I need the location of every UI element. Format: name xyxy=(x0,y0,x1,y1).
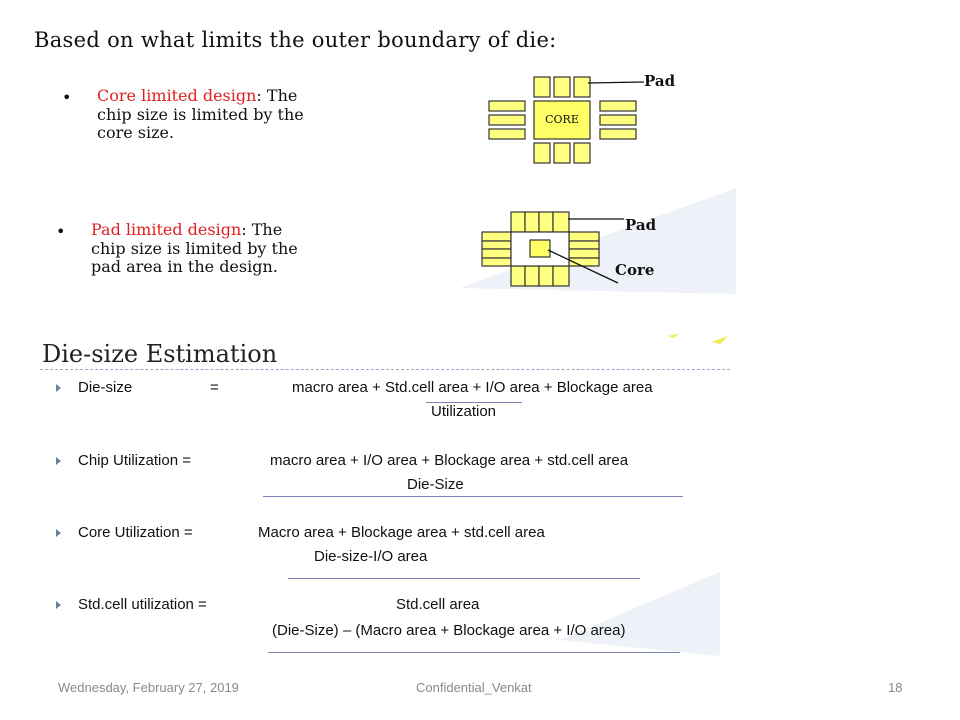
formula-die-size-label: Die-size xyxy=(78,379,133,396)
formula-chip-utilization-label: Chip Utilization = xyxy=(78,452,191,469)
pad-right-3 xyxy=(600,129,636,139)
pad-left-2 xyxy=(489,115,525,125)
formula-core-utilization-fraction-bar xyxy=(288,578,640,579)
footer-confidential: Confidential_Venkat xyxy=(416,680,532,695)
pad2-top-3 xyxy=(539,212,553,232)
pad-limited-line2: chip size is limited by the xyxy=(91,238,298,258)
formula-core-utilization-numerator: Macro area + Blockage area + std.cell area xyxy=(258,524,545,541)
bullet-pad-limited: • xyxy=(56,222,66,241)
watermark-accent-small xyxy=(668,334,678,338)
core-limited-rest: : The xyxy=(256,86,298,105)
pad-limited-text xyxy=(91,221,431,277)
watermark-accent xyxy=(712,336,728,344)
pad2-bottom-4 xyxy=(553,266,569,286)
core-limited-line2: chip size is limited by the xyxy=(97,104,304,124)
pad2-top-4 xyxy=(553,212,569,232)
footer-date: Wednesday, February 27, 2019 xyxy=(58,680,239,695)
slide-number: 18 xyxy=(888,680,903,695)
core-limited-line3: core size. xyxy=(97,123,175,142)
bullet-core-limited: • xyxy=(62,88,72,107)
pad-limited-line3: pad area in the design. xyxy=(91,257,278,276)
core-block-label: CORE xyxy=(545,113,579,126)
pad2-left-3 xyxy=(482,249,511,258)
formula-stdcell-utilization-numerator: Std.cell area xyxy=(396,596,480,613)
section-divider xyxy=(40,369,730,370)
pad2-left-4 xyxy=(482,258,511,266)
section-title: Die-size Estimation xyxy=(42,340,278,368)
pad-top-1 xyxy=(534,77,550,97)
pad2-bottom-1 xyxy=(511,266,525,286)
pad-left-3 xyxy=(489,129,525,139)
formula-chip-utilization-fraction-bar xyxy=(263,496,683,497)
bullet-arrow-icon xyxy=(56,601,61,609)
formula-die-size-denominator: Utilization xyxy=(431,403,497,420)
pad-limited-term: Pad limited design xyxy=(91,220,242,239)
core-label: Core xyxy=(615,261,655,279)
watermark-shape-bottom xyxy=(560,572,720,656)
bullet-arrow-icon xyxy=(56,384,61,392)
pad2-bottom-3 xyxy=(539,266,553,286)
bullet-arrow-icon xyxy=(56,457,61,465)
core-limited-diagram xyxy=(480,70,700,170)
core-limited-term: Core limited design xyxy=(97,86,257,105)
pad-top-3 xyxy=(574,77,590,97)
slide-heading: Based on what limits the outer boundary of die: xyxy=(34,28,557,52)
core-limited-text xyxy=(97,87,437,143)
pad2-right-2 xyxy=(569,241,599,249)
bullet-arrow-icon xyxy=(56,529,61,537)
pad-right-1 xyxy=(600,101,636,111)
pad-limited-diagram xyxy=(476,206,696,296)
pad-limited-rest: : The xyxy=(241,220,283,239)
pad-label-1: Pad xyxy=(644,72,676,90)
pad2-top-1 xyxy=(511,212,525,232)
formula-die-size-equals: = xyxy=(210,379,219,396)
pad2-right-3 xyxy=(569,249,599,258)
formula-die-size-numerator: macro area + Std.cell area + I/O area + Blockage area xyxy=(292,379,653,396)
formula-core-utilization-denominator: Die-size-I/O area xyxy=(314,548,428,565)
pad-top-2 xyxy=(554,77,570,97)
formula-stdcell-utilization-fraction-bar xyxy=(268,652,680,653)
formula-stdcell-utilization-denominator: (Die-Size) – (Macro area + Blockage area + I/O area) xyxy=(272,622,626,639)
pad2-right-1 xyxy=(569,232,599,241)
pad-bottom-2 xyxy=(554,143,570,163)
pad2-left-1 xyxy=(482,232,511,241)
formula-stdcell-utilization-label: Std.cell utilization = xyxy=(78,596,207,613)
pad2-left-2 xyxy=(482,241,511,249)
pad-label-2: Pad xyxy=(625,216,657,234)
pad-right-2 xyxy=(600,115,636,125)
pad-bottom-1 xyxy=(534,143,550,163)
pad2-bottom-2 xyxy=(525,266,539,286)
pad-left-1 xyxy=(489,101,525,111)
core-block-small xyxy=(530,240,550,257)
formula-chip-utilization-numerator: macro area + I/O area + Blockage area + std.cell area xyxy=(270,452,629,469)
pad2-top-2 xyxy=(525,212,539,232)
pad-pointer-line xyxy=(588,82,644,83)
formula-core-utilization-label: Core Utilization = xyxy=(78,524,193,541)
formula-chip-utilization-denominator: Die-Size xyxy=(407,476,464,493)
pad-bottom-3 xyxy=(574,143,590,163)
